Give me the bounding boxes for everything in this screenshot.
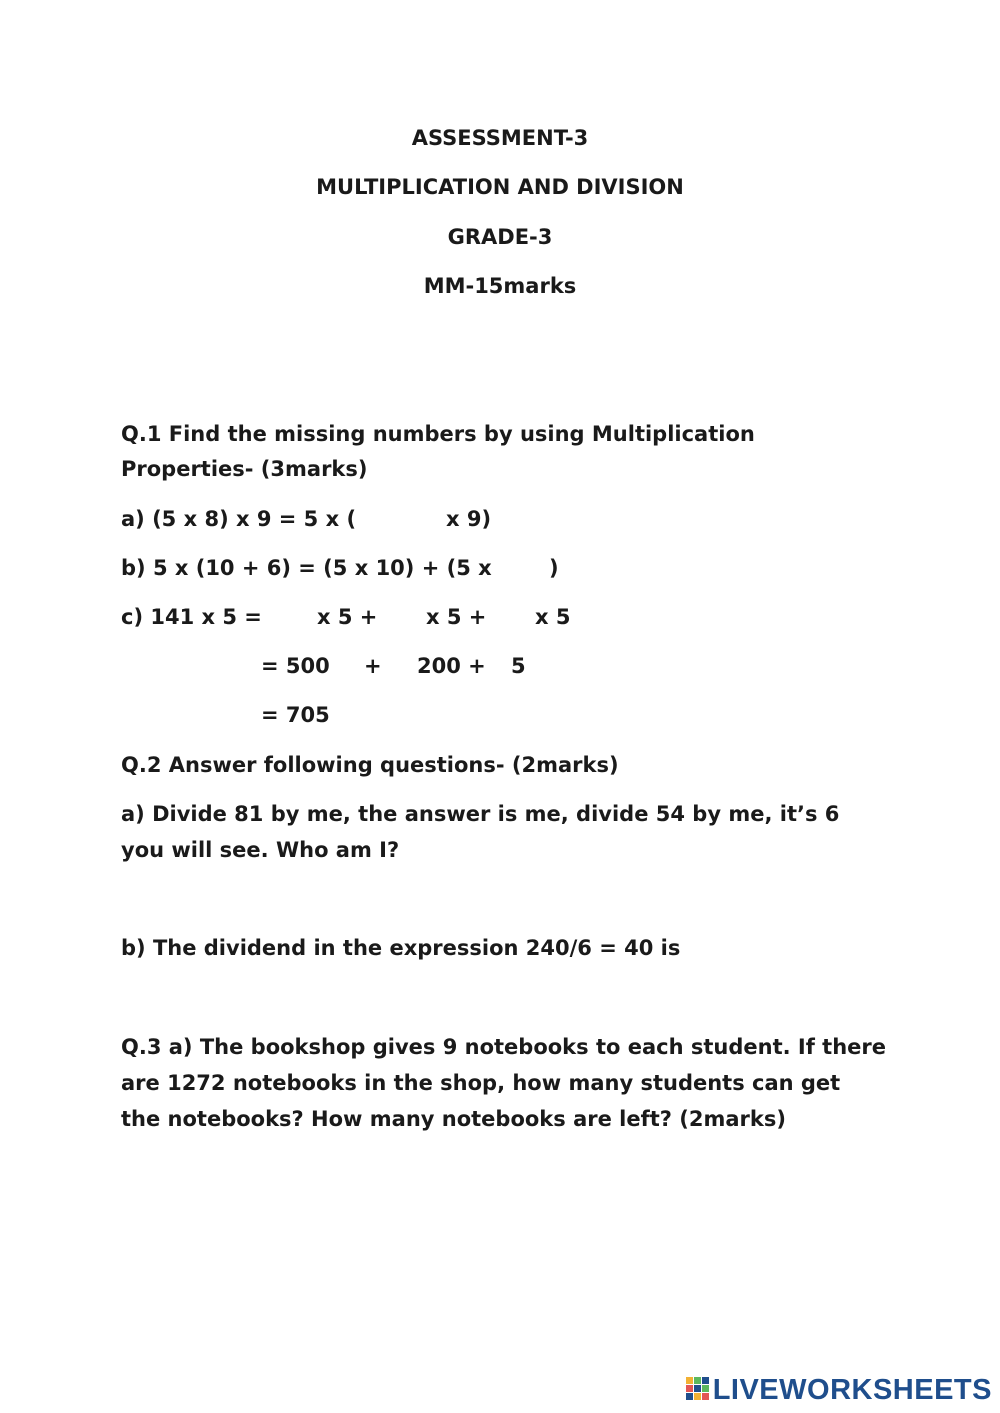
brand-name: LIVEWORKSHEETS — [712, 1373, 992, 1406]
q1c-row2-v3: 5 — [511, 654, 526, 678]
q1-part-b — [121, 556, 721, 586]
q1a-right-text: x 9) — [446, 507, 492, 531]
q1c-term2: x 5 + — [426, 605, 487, 629]
q1b-right-text: ) — [549, 556, 559, 580]
grade-label: GRADE-3 — [447, 225, 553, 249]
q2-prompt: Q.2 Answer following questions- (2marks) — [121, 753, 619, 777]
q1c-term1: x 5 + — [317, 605, 378, 629]
q1c-row2-v2: 200 + — [417, 654, 486, 678]
q1c-row2-plus: + — [364, 654, 382, 678]
q2-part-b: b) The dividend in the expression 240/6 = 40 is — [121, 936, 681, 960]
q1c-label: c) 141 x 5 = — [121, 605, 262, 629]
liveworksheets-logo-icon — [685, 1375, 711, 1405]
q1-prompt-line1: Q.1 Find the missing numbers by using Multiplication — [121, 422, 755, 446]
q1c-row2-eq: = 500 — [261, 654, 330, 678]
q2-part-a: a) Divide 81 by me, the answer is me, divide 54 by me, it’s 6 you will see. Who am I? — [121, 802, 840, 862]
q1-prompt-line2: Properties- (3marks) — [121, 457, 368, 481]
liveworksheets-brand — [685, 1373, 992, 1407]
q1b-left-text: b) 5 x (10 + 6) = (5 x 10) + (5 x — [121, 556, 492, 580]
q1-part-a — [121, 507, 721, 537]
page-title: ASSESSMENT-3 — [411, 126, 589, 150]
max-marks-label: MM-15marks — [423, 274, 577, 298]
q1-part-c — [121, 605, 721, 635]
q1-part-c-row2 — [121, 654, 721, 684]
subject-title: MULTIPLICATION AND DIVISION — [316, 175, 684, 199]
q3-part-a: Q.3 a) The bookshop gives 9 notebooks to each student. If there are 1272 notebooks in the shop, how many students can get the notebooks? How many notebooks are left? (2marks) — [121, 1035, 886, 1131]
q1c-row3: = 705 — [261, 703, 330, 727]
q1a-left-text: a) (5 x 8) x 9 = 5 x ( — [121, 507, 357, 531]
q1c-term3: x 5 — [535, 605, 571, 629]
